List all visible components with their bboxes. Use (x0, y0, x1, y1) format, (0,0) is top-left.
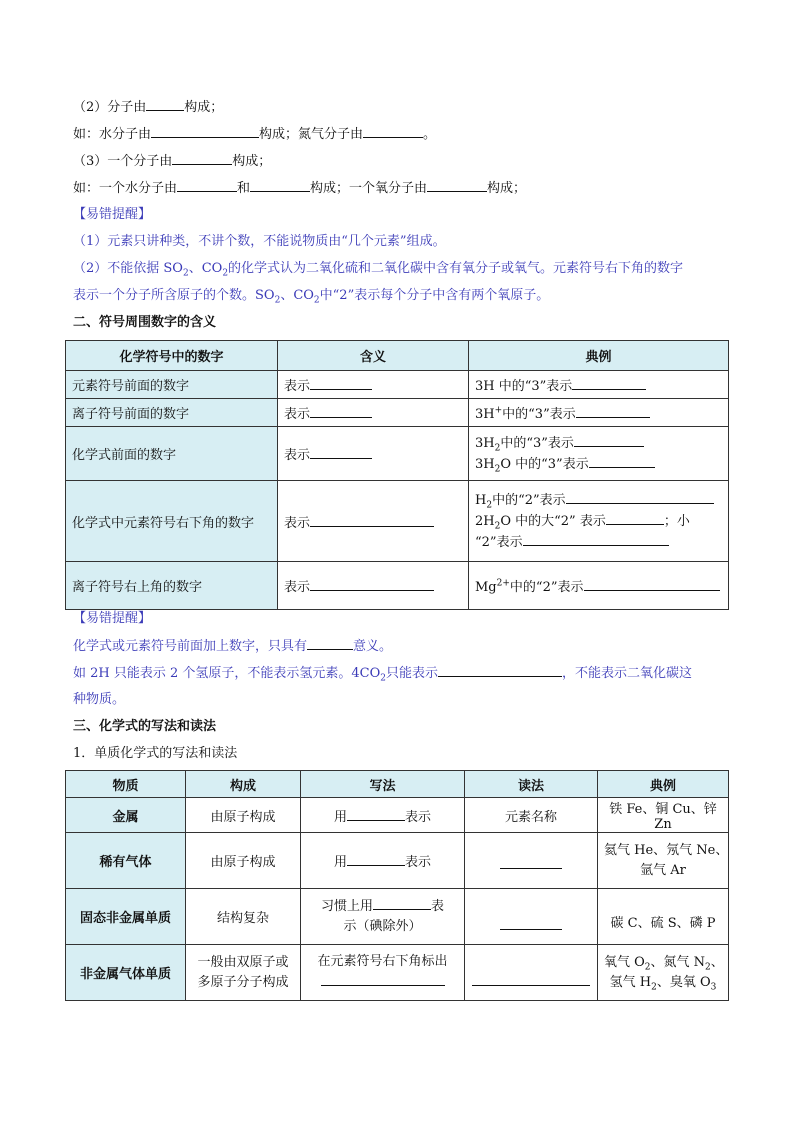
table-row (66, 798, 729, 833)
blank (321, 972, 445, 986)
section-2-heading: 二、符号周围数字的含义 (73, 315, 217, 330)
blank (177, 178, 237, 192)
text: H (475, 492, 487, 508)
tip-1: （1）元素只讲种类，不讲个数，不能说物质由“几个元素”组成。 (73, 234, 446, 249)
elemental-formula-table (65, 770, 729, 1001)
text: 表示 (284, 448, 311, 463)
writing-cell (301, 833, 465, 889)
example-line (604, 953, 722, 973)
line-one-water-example (73, 178, 526, 199)
example-cell (469, 371, 729, 399)
text: 中的“3”表示 (500, 435, 574, 451)
example-line (475, 511, 722, 532)
blank (151, 124, 259, 138)
text: （2）不能依据 SO (73, 261, 183, 276)
composition-line: 多原子分子构成 (197, 974, 289, 990)
text: 构成；一个氧分子由 (310, 181, 428, 196)
text: 、CO (188, 261, 223, 276)
substance-name: 非金属气体单质 (66, 945, 186, 1001)
example-cell (598, 833, 729, 889)
reading-cell: 元素名称 (465, 798, 598, 833)
subscript: 2 (182, 268, 189, 279)
text: 中的“3”表示 (502, 407, 576, 422)
text: 表示 (284, 515, 311, 531)
table-header: 写法 (301, 771, 465, 798)
text: 表示 (284, 407, 311, 422)
blank (606, 511, 664, 525)
composition-cell: 由原子构成 (186, 833, 301, 889)
table-row (66, 399, 729, 427)
writing-cell (301, 945, 465, 1001)
text: 表示 (405, 855, 432, 870)
text: 表 (431, 899, 445, 914)
text: 构成； (232, 154, 272, 169)
text: ，不能表示二氧化碳这 (562, 666, 693, 681)
blank (427, 178, 487, 192)
text: 只能表示 (386, 666, 439, 681)
example-cell: 铁 Fe、铜 Cu、锌 Zn (598, 798, 729, 833)
table-header: 构成 (186, 771, 301, 798)
example-cell (469, 399, 729, 427)
example-line (475, 490, 722, 511)
example-cell (598, 945, 729, 1001)
text: O 中的“3”表示 (500, 456, 589, 472)
text: 2H (475, 513, 495, 529)
example-line (475, 532, 722, 553)
table-header: 化学符号中的数字 (66, 341, 278, 371)
text: （2）分子由 (73, 100, 147, 115)
blank (307, 636, 353, 650)
text: 习惯上用 (320, 899, 373, 914)
table-header: 典例 (598, 771, 729, 798)
meaning-cell (278, 399, 469, 427)
blank (472, 972, 590, 986)
row-label: 离子符号右上角的数字 (66, 562, 278, 610)
blank (373, 896, 431, 910)
tip-3 (73, 286, 549, 306)
text: 氢气 H (609, 974, 652, 990)
text: 构成； (184, 100, 224, 115)
example-line (475, 433, 722, 454)
blank (310, 445, 372, 459)
writing-cell (301, 889, 465, 945)
substance-name: 稀有气体 (66, 833, 186, 889)
example-cell (469, 427, 729, 481)
row-label: 化学式中元素符号右下角的数字 (66, 481, 278, 562)
composition-cell: 由原子构成 (186, 798, 301, 833)
table-row (66, 481, 729, 562)
line-water-example (73, 124, 436, 145)
blank (566, 490, 714, 504)
table-row (66, 833, 729, 889)
text: 氧气 O (604, 954, 645, 970)
text: 3H (475, 456, 495, 472)
table-header: 读法 (465, 771, 598, 798)
tip2-line-2 (73, 663, 692, 684)
blank (146, 97, 184, 111)
blank (310, 404, 372, 418)
blank (172, 151, 232, 165)
text: （3）一个分子由 (73, 154, 173, 169)
blank (523, 532, 669, 546)
meaning-cell (278, 371, 469, 399)
text: 中的“2”表示 (509, 580, 584, 595)
row-label: 离子符号前面的数字 (66, 399, 278, 427)
text: 的化学式认为二氧化硫和二氧化碳中含有氧分子或氧气。元素符号右下角的数字 (228, 261, 684, 276)
blank (347, 807, 405, 821)
tip2-line-1 (73, 636, 392, 657)
section-3-subheading: 1．单质化学式的写法和读法 (73, 746, 238, 761)
text: 。 (423, 127, 437, 142)
blank (363, 124, 423, 138)
tip2-line-3: 种物质。 (73, 692, 126, 707)
example-line (604, 973, 722, 993)
subscript: 2 (486, 500, 493, 511)
text: 构成；氮气分子由 (259, 127, 364, 142)
row-label: 化学式前面的数字 (66, 427, 278, 481)
table-row (66, 427, 729, 481)
table-header: 含义 (278, 341, 469, 371)
row-label: 元素符号前面的数字 (66, 371, 278, 399)
reading-cell (465, 833, 598, 889)
meaning-cell (278, 427, 469, 481)
symbol-numbers-table (65, 340, 729, 610)
text: 化学式或元素符号前面加上数字，只具有 (73, 639, 308, 654)
blank (500, 855, 562, 869)
text: 表示一个分子所含原子的个数。SO (73, 288, 275, 303)
subscript: 2 (222, 268, 229, 279)
example-line: 氦气 He、氖气 Ne、 (604, 842, 729, 858)
table-header: 典例 (469, 341, 729, 371)
blank (572, 376, 646, 390)
example-cell (469, 562, 729, 610)
text: 用 (333, 809, 347, 825)
text: 3H 中的“3”表示 (475, 379, 573, 394)
section-3-heading: 三、化学式的写法和读法 (73, 719, 217, 734)
example-cell (598, 889, 729, 945)
text: 如：水分子由 (73, 127, 152, 142)
blank (576, 404, 650, 418)
text: 、臭氧 O (656, 974, 711, 990)
text: 中“2”表示每个分子中含有两个氧原子。 (319, 288, 550, 303)
superscript: 2+ (496, 578, 510, 589)
reading-cell (465, 945, 598, 1001)
line-molecule-composed (73, 97, 223, 118)
table-header: 物质 (66, 771, 186, 798)
example-line: 碳 C、硫 S、磷 P (610, 915, 716, 931)
text: 构成； (487, 181, 527, 196)
superscript: + (494, 405, 503, 416)
composition-cell (186, 945, 301, 1001)
subscript: 2 (494, 521, 501, 532)
example-line: 氩气 Ar (640, 862, 686, 878)
subscript: 3 (710, 982, 717, 993)
subscript: 2 (274, 295, 281, 306)
blank (347, 852, 405, 866)
text: Mg (475, 580, 497, 595)
subscript: 2 (494, 464, 501, 475)
subscript: 2 (651, 982, 657, 993)
text: 3H (475, 435, 495, 451)
text: 和 (237, 181, 251, 196)
text: 表示 (284, 580, 311, 595)
meaning-cell (278, 562, 469, 610)
writing-line: 在元素符号右下角标出 (317, 954, 448, 969)
blank (310, 376, 372, 390)
subscript: 2 (380, 673, 387, 684)
example-line (475, 454, 722, 475)
text: “2”表示 (475, 534, 523, 550)
meaning-cell (278, 481, 469, 562)
substance-name: 金属 (66, 798, 186, 833)
subscript: 2 (705, 962, 711, 973)
tip2-title: 【易错提醒】 (73, 611, 152, 626)
blank (574, 433, 644, 447)
blank (438, 663, 562, 677)
blank (250, 178, 310, 192)
substance-name: 固态非金属单质 (66, 889, 186, 945)
blank (310, 577, 434, 591)
text: O 中的大“2” 表示 (500, 513, 606, 529)
text: 如 2H 只能表示 2 个氢原子，不能表示氢元素。4CO (73, 666, 381, 681)
subscript: 2 (313, 295, 320, 306)
blank (589, 454, 655, 468)
text: 意义。 (353, 639, 393, 654)
table-row (66, 371, 729, 399)
subscript: 2 (644, 962, 651, 973)
blank (584, 577, 720, 591)
table-row (66, 889, 729, 945)
text: 中的“2”表示 (492, 492, 566, 508)
text: 表示 (405, 809, 432, 825)
text: 、氮气 N (650, 954, 706, 970)
example-cell (469, 481, 729, 562)
text: 如：一个水分子由 (73, 181, 178, 196)
subscript: 2 (494, 443, 501, 454)
text: 用 (333, 855, 347, 870)
tip-title: 【易错提醒】 (73, 207, 152, 222)
tip-2 (73, 259, 683, 279)
composition-line: 一般由双原子或 (197, 954, 289, 970)
line-one-molecule (73, 151, 271, 172)
text: 表示 (284, 379, 311, 394)
table-row (66, 562, 729, 610)
composition-cell: 结构复杂 (186, 889, 301, 945)
blank (500, 916, 562, 930)
writing-line: 示（碘除外） (343, 919, 422, 934)
text: 、CO (280, 288, 314, 303)
text: 、 (710, 954, 724, 970)
blank (310, 513, 434, 527)
text: ；小 (663, 513, 690, 529)
writing-cell (301, 798, 465, 833)
writing-line (307, 972, 458, 993)
table-row (66, 945, 729, 1001)
text: 3H (475, 407, 495, 422)
reading-cell (465, 889, 598, 945)
writing-line (307, 896, 458, 917)
